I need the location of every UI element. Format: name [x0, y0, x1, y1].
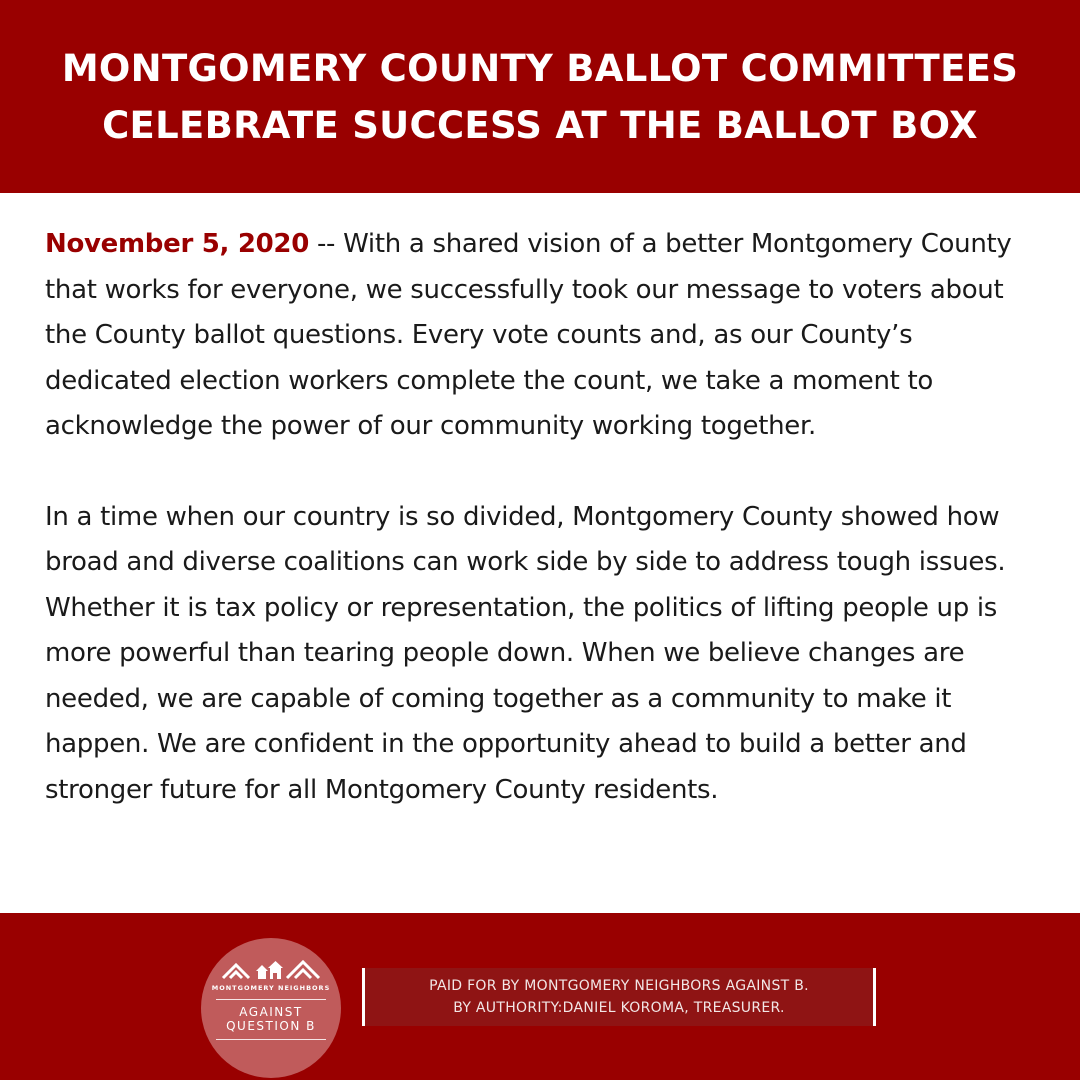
page-title [62, 40, 1018, 154]
disclaimer-line-2: BY AUTHORITY:DANIEL KOROMA, TREASURER. [453, 1000, 785, 1016]
logo-line-2: QUESTION B [226, 1019, 316, 1033]
paragraph-2: In a time when our country is so divided, Montgomery County showed how broad and diverse coalitions can work side by side to address tough issues. Whether it is tax policy or representation, the politics of lifting people up is more powerful than tearing people down. When we believe changes are needed, we are capable of coming together as a community to make it happen. We are confident in the opportunity ahead to build a better and stronger future for all Montgomery County residents. [45, 501, 1006, 805]
logo-line-1: AGAINST [239, 1005, 303, 1019]
disclaimer-line-1: PAID FOR BY MONTGOMERY NEIGHBORS AGAINST B. [429, 978, 809, 994]
article-date: November 5, 2020 [45, 229, 309, 259]
article-body [45, 222, 1045, 813]
paragraph-1 [45, 222, 1045, 450]
title-line-1: MONTGOMERY COUNTY BALLOT COMMITTEES [61, 46, 1019, 90]
paragraph-1-text: -- With a shared vision of a better Montgomery County that works for everyone, we successfully took our message to voters about the County ballot questions. Every vote counts and, as our County’s dedicated election workers complete the count, we take a moment to acknowledge the power of our community working together. [45, 229, 1012, 441]
logo-divider-bottom [216, 1039, 326, 1040]
paid-for-disclaimer [362, 968, 876, 1026]
logo-divider [216, 999, 326, 1000]
title-line-2: CELEBRATE SUCCESS AT THE BALLOT BOX [102, 103, 978, 147]
logo-org-name: MONTGOMERY NEIGHBORS [211, 984, 331, 992]
committee-logo [201, 938, 341, 1078]
header-banner [0, 0, 1080, 193]
houses-icon [221, 958, 321, 980]
